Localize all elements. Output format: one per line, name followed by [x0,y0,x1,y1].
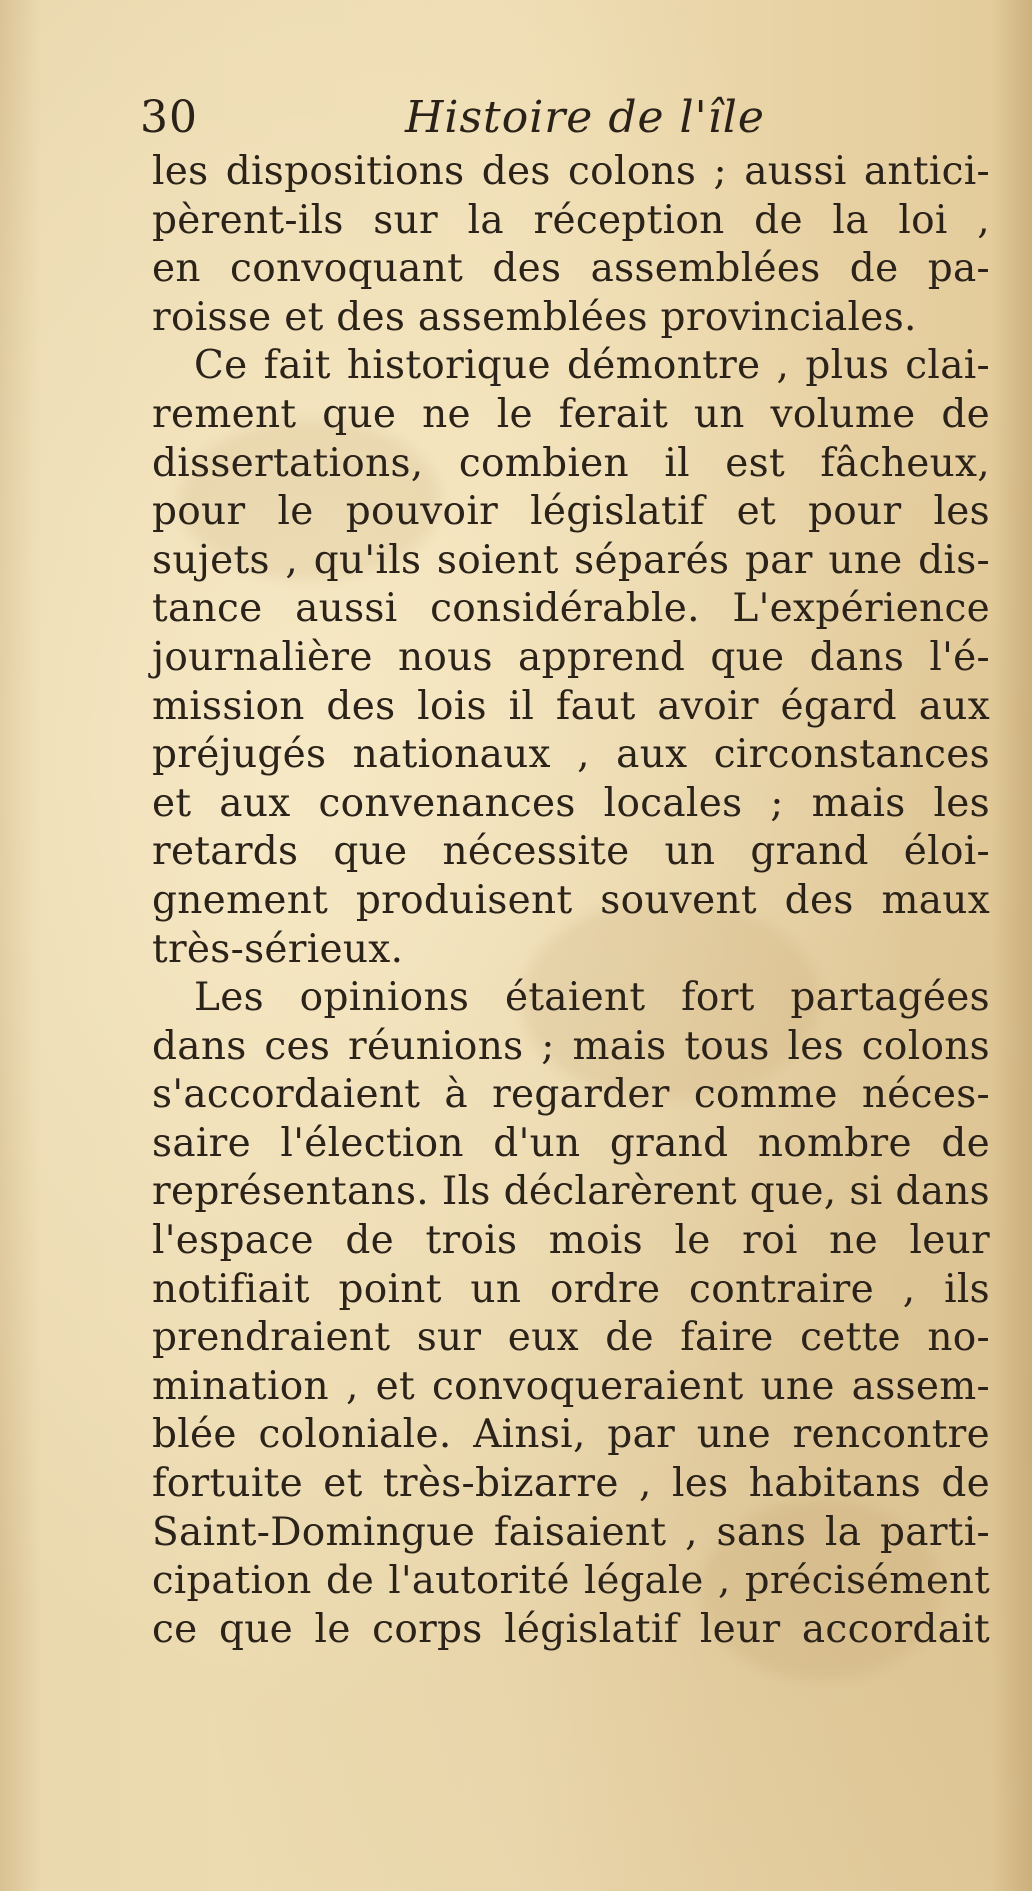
text-line: cipation de l'autorité légale , précisément [152,1558,990,1604]
text-line: et aux convenances locales ; mais les [152,780,990,826]
text-line: fortuite et très-bizarre , les habitans de [152,1461,990,1507]
text-line: saire l'élection d'un grand nombre de [152,1120,990,1166]
text-line: gnement produisent souvent des maux [152,877,990,923]
text-line: prendraient sur eux de faire cette no- [152,1315,990,1361]
text-line: Saint-Domingue faisaient , sans la parti- [152,1509,990,1555]
text-line: en convoquant des assemblées de pa- [152,246,990,292]
text-line: tance aussi considérable. L'expérience [152,586,990,632]
text-line: dans ces réunions ; mais tous les colons [152,1023,990,1069]
text-line: ce que le corps législatif leur accordait [152,1606,990,1652]
text-line: s'accordaient à regarder comme néces- [152,1072,990,1118]
text-line: préjugés nationaux , aux circonstances [152,732,990,778]
text-line: blée coloniale. Ainsi, par une rencontre [152,1412,990,1458]
text-line: les dispositions des colons ; aussi antici- [152,149,990,194]
running-title: Histoire de l'île [405,92,765,143]
page-number: 30 [140,92,198,143]
text-line: rement que ne le ferait un volume de [152,391,990,437]
text-line: journalière nous apprend que dans l'é- [152,634,990,680]
text-line: mination , et convoqueraient une assem- [152,1363,990,1409]
text-line: dissertations, combien il est fâcheux, [152,440,990,486]
text-line: pour le pouvoir législatif et pour les [152,489,990,535]
running-header [140,92,1000,144]
text-line: l'espace de trois mois le roi ne leur [152,1218,990,1264]
text-line: très-sérieux. [152,926,404,972]
text-line: mission des lois il faut avoir égard aux [152,683,990,729]
text-line: Ce fait historique démontre , plus clai- [194,343,990,389]
body-text [152,148,990,1654]
text-line: Les opinions étaient fort partagées [194,975,990,1021]
text-line: pèrent-ils sur la réception de la loi , [152,197,990,243]
text-line: roisse et des assemblées provinciales. [152,294,917,340]
text-line: notifiait point un ordre contraire , ils [152,1266,990,1312]
text-line: retards que nécessite un grand éloi- [152,829,990,875]
text-line: sujets , qu'ils soient séparés par une dis- [152,537,990,583]
text-line: représentans. Ils déclarèrent que, si dans [152,1169,990,1215]
